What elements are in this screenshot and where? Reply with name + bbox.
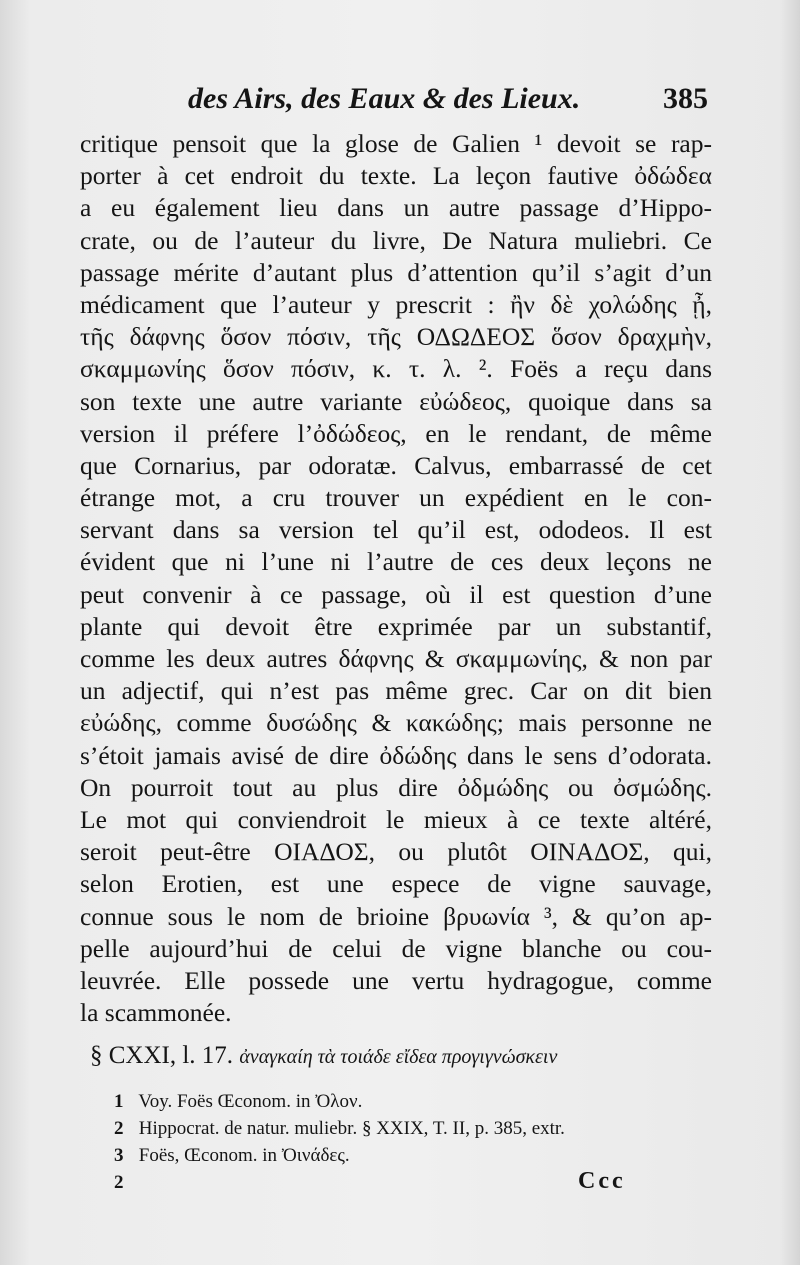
text-line: εὐώδης, comme δυσώδης & κακώδης; mais personne ne: [80, 708, 712, 738]
catchword: Ccc: [578, 1168, 626, 1194]
text-line: comme les deux autres δάφνης & σκαμμωνίης, & non par: [80, 644, 712, 673]
text-line: que Cornarius, par odoratæ. Calvus, embarrassé de cet: [80, 450, 712, 480]
text-line: seroit peut-être ΟΙΑΔΟΣ, ou plutôt ΟΙΝΑΔΟΣ, qui,: [80, 837, 712, 867]
footnote: [114, 1142, 714, 1169]
running-header: [188, 82, 708, 122]
section-ref: § CXXI, l. 17.: [90, 1042, 234, 1069]
text-line: pelle aujourd’hui de celui de vigne blanche ou cou-: [80, 933, 712, 963]
footnote: [114, 1115, 714, 1142]
section-greek: ἀναγκαίη τὰ τοιάδε εἴδεα προγιγνώσκειν: [239, 1046, 558, 1068]
signature-mark: 2: [114, 1172, 124, 1193]
text-line: version il préfere l’ὀδώδεος, en le rendant, de même: [80, 418, 712, 448]
text-line: médicament que l’auteur y prescrit : ἢν δὲ χολώδης ᾖ,: [80, 289, 712, 319]
text-line: crate, ou de l’auteur du livre, De Natura muliebri. Ce: [80, 225, 712, 255]
text-line: passage mérite d’autant plus d’attention qu’il s’agit d’un: [80, 257, 712, 287]
running-title: des Airs, des Eaux & des Lieux.: [188, 82, 581, 115]
text-line: leuvrée. Elle possede une vertu hydragogue, comme: [80, 965, 712, 995]
section-reference: [90, 1040, 712, 1073]
text-line: connue sous le nom de brioine βρυωνία ³, & qu’on ap-: [80, 901, 712, 931]
footnote-text: Foës, Œconom. in Ὀινάδες.: [138, 1145, 350, 1166]
footnote-text: Hippocrat. de natur. muliebr. § XXIX, T. II, p. 385, extr.: [138, 1118, 565, 1139]
text-line: τῆς δάφνης ὅσον πόσιν, τῆς ΟΔΩΔΕΟΣ ὅσον δραχμὴν,: [80, 322, 712, 352]
text-line: Le mot qui conviendroit le mieux à ce texte altéré,: [80, 804, 712, 834]
text-line: porter à cet endroit du texte. La leçon fautive ὀδώδεα: [80, 161, 712, 191]
text-line: évident que ni l’une ni l’autre de ces deux leçons ne: [80, 547, 712, 577]
text-line: peut convenir à ce passage, où il est question d’une: [80, 579, 712, 609]
text-line: un adjectif, qui n’est pas même grec. Car on dit bien: [80, 676, 712, 706]
text-line: plante qui devoit être exprimée par un substantif,: [80, 611, 712, 641]
text-line: étrange mot, a cru trouver un expédient en le con-: [80, 483, 712, 513]
footnote-number: 1: [114, 1091, 124, 1112]
text-line: son texte une autre variante εὐώδεος, quoique dans sa: [80, 386, 712, 416]
text-line: s’étoit jamais avisé de dire ὀδώδης dans le sens d’odorata.: [80, 740, 712, 770]
text-line: selon Erotien, est une espece de vigne sauvage,: [80, 869, 712, 899]
text-line: critique pensoit que la glose de Galien ¹ devoit se rap-: [80, 129, 712, 158]
text-line: On pourroit tout au plus dire ὀδμώδης ou ὀσμώδης.: [80, 772, 712, 802]
footnote-number: 2: [114, 1118, 124, 1139]
footnotes: [114, 1088, 714, 1169]
text-line: a eu également lieu dans un autre passage d’Hippo-: [80, 193, 712, 223]
text-line: σκαμμωνίης ὅσον πόσιν, κ. τ. λ. ². Foës a reçu dans: [80, 354, 712, 384]
body-text: [80, 128, 712, 1029]
page-number: 385: [663, 82, 708, 115]
footnote-text: Voy. Foës Œconom. in Ὀλον.: [138, 1091, 363, 1112]
text-line: servant dans sa version tel qu’il est, ododeos. Il est: [80, 515, 712, 545]
footnote-number: 3: [114, 1145, 124, 1166]
text-line: la scammonée.: [80, 998, 232, 1028]
footnote: [114, 1088, 714, 1115]
